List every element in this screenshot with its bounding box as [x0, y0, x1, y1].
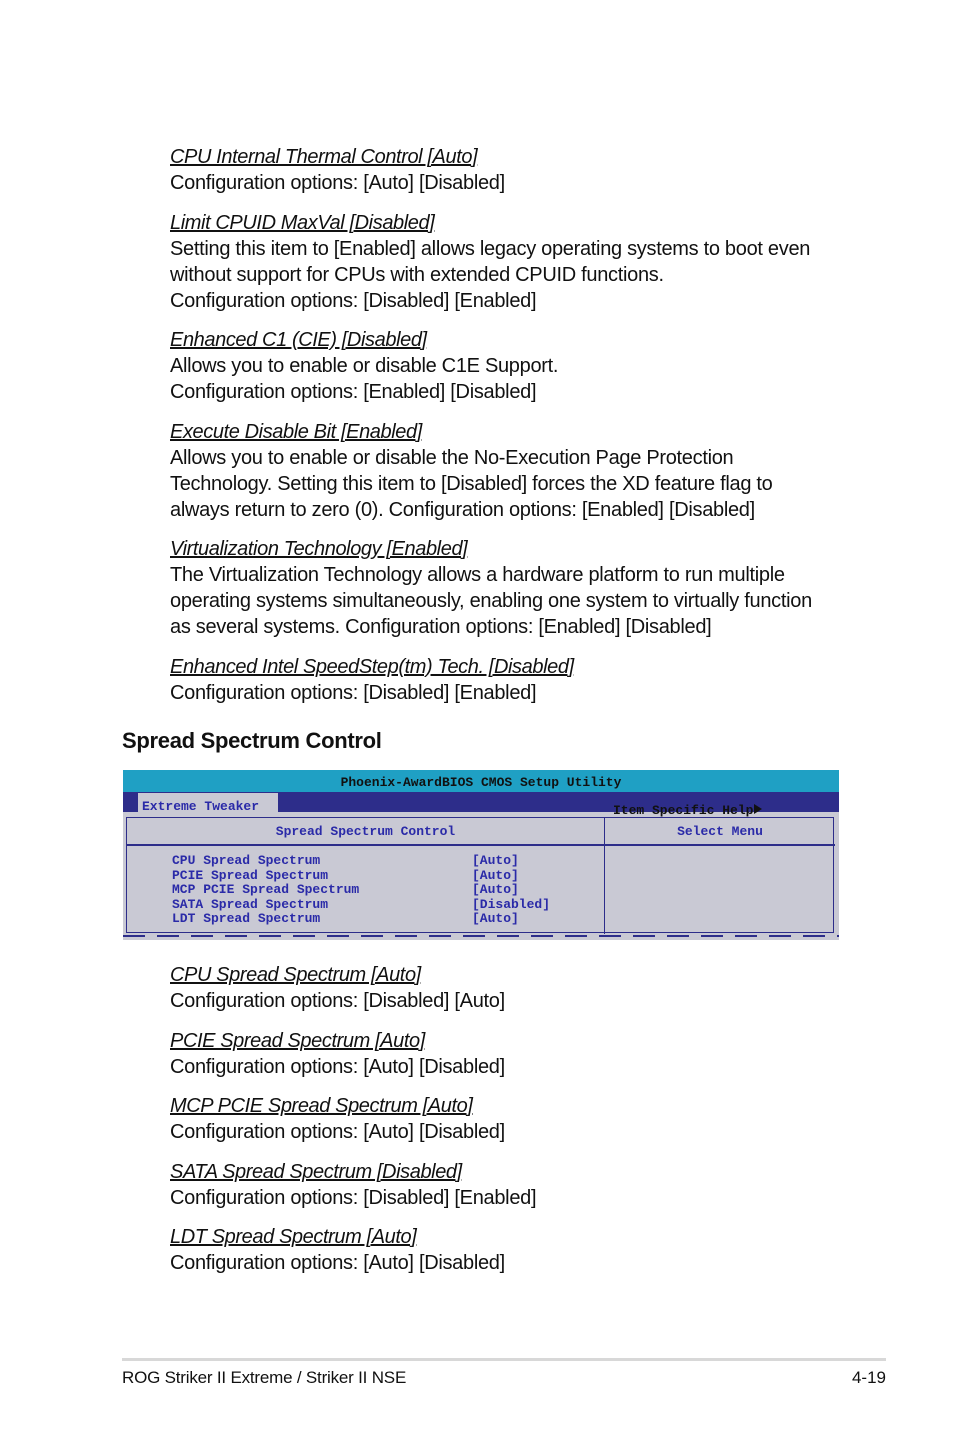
desc-line: Allows you to enable or disable the No-Execution Page Protection: [170, 447, 734, 469]
bios-setting-row[interactable]: [172, 854, 592, 869]
desc-line: The Virtualization Technology allows a hardware platform to run multiple: [170, 564, 785, 586]
bios-help-text: Item Specific Help: [613, 803, 754, 818]
item-virtualization-technology: [170, 536, 850, 640]
item-description: [170, 445, 850, 523]
section-heading: Spread Spectrum Control: [122, 728, 382, 753]
bios-right-header: Select Menu: [677, 824, 763, 839]
bios-setting-label: LDT Spread Spectrum: [172, 911, 321, 926]
item-title: Virtualization Technology [Enabled]: [170, 538, 468, 560]
bios-screen: [123, 770, 839, 940]
bios-setting-value[interactable]: [Auto]: [472, 867, 519, 883]
item-execute-disable-bit: [170, 419, 850, 523]
item-title: MCP PCIE Spread Spectrum [Auto]: [170, 1095, 473, 1117]
desc-line: Allows you to enable or disable C1E Support.: [170, 355, 559, 377]
bios-setting-value[interactable]: [Auto]: [472, 882, 519, 897]
desc-line: without support for CPUs with extended CPUID functions.: [170, 264, 664, 286]
item-description: [170, 680, 850, 706]
desc-line: Configuration options: [Auto] [Disabled]: [170, 172, 505, 194]
item-title: PCIE Spread Spectrum [Auto]: [170, 1030, 425, 1052]
desc-line: Configuration options: [Auto] [Disabled]: [170, 1252, 505, 1274]
footer-rule: [122, 1358, 886, 1361]
bios-item-specific-help: [613, 803, 762, 818]
bios-setting-value[interactable]: [Disabled]: [472, 896, 551, 912]
item-title: Limit CPUID MaxVal [Disabled]: [170, 212, 435, 234]
item-limit-cpuid-maxval: [170, 210, 850, 314]
bios-menu-tab-extreme-tweaker[interactable]: Extreme Tweaker: [138, 793, 278, 812]
bios-setting-row[interactable]: [172, 912, 592, 927]
item-description: [170, 988, 850, 1014]
item-title: LDT Spread Spectrum [Auto]: [170, 1226, 417, 1248]
item-title: CPU Internal Thermal Control [Auto]: [170, 146, 478, 168]
desc-line: Configuration options: [Disabled] [Enabled]: [170, 1187, 537, 1209]
bios-bottom-dashed-border: [123, 935, 839, 937]
footer-page-number: 4-19: [851, 1368, 886, 1387]
desc-line: Setting this item to [Enabled] allows legacy operating systems to boot even: [170, 238, 811, 260]
item-description: [170, 1250, 850, 1276]
desc-line: Configuration options: [Auto] [Disabled]: [170, 1121, 505, 1143]
bios-setting-value[interactable]: [Auto]: [472, 911, 519, 926]
desc-line: Configuration options: [Auto] [Disabled]: [170, 1056, 505, 1078]
item-mcp-pcie-spread-spectrum: [170, 1093, 850, 1145]
desc-line: Configuration options: [Disabled] [Enabled]: [170, 682, 537, 704]
item-sata-spread-spectrum: [170, 1159, 850, 1211]
bios-setting-value[interactable]: [Auto]: [472, 853, 519, 868]
item-ldt-spread-spectrum: [170, 1224, 850, 1276]
item-enhanced-c1: [170, 327, 850, 405]
desc-line: operating systems simultaneously, enabling one system to virtually function: [170, 590, 812, 612]
bios-horizontal-divider: [127, 844, 835, 846]
item-description: [170, 1185, 850, 1211]
bios-setting-label: SATA Spread Spectrum: [172, 896, 329, 912]
bios-panel: [126, 817, 834, 933]
item-description: [170, 1054, 850, 1080]
bios-vertical-divider: [604, 818, 605, 934]
item-description: [170, 1119, 850, 1145]
bios-setting-row[interactable]: [172, 869, 592, 884]
bios-setting-label: MCP PCIE Spread Spectrum: [172, 882, 360, 897]
item-title: Execute Disable Bit [Enabled]: [170, 421, 422, 443]
desc-line: Configuration options: [Disabled] [Enabled]: [170, 290, 537, 312]
bios-title-bar: Phoenix-AwardBIOS CMOS Setup Utility: [123, 770, 839, 792]
item-title: SATA Spread Spectrum [Disabled]: [170, 1161, 462, 1183]
item-description: [170, 353, 850, 405]
bios-settings-list: [172, 854, 592, 927]
desc-line: Configuration options: [Enabled] [Disabled]: [170, 381, 537, 403]
item-title: Enhanced C1 (CIE) [Disabled]: [170, 329, 427, 351]
item-description: [170, 236, 850, 314]
item-description: [170, 562, 850, 640]
item-enhanced-intel-speedstep: [170, 654, 850, 706]
bios-left-header: Spread Spectrum Control: [275, 824, 456, 839]
desc-line: Technology. Setting this item to [Disabled] forces the XD feature flag to: [170, 473, 773, 495]
bios-setting-row[interactable]: [172, 898, 592, 913]
bios-setting-label: CPU Spread Spectrum: [172, 853, 321, 868]
bios-setting-row[interactable]: [172, 883, 592, 898]
item-description: [170, 170, 850, 196]
footer-product-name: ROG Striker II Extreme / Striker II NSE: [122, 1368, 407, 1387]
triangle-right-icon: [754, 804, 762, 814]
item-cpu-spread-spectrum: [170, 962, 850, 1014]
desc-line: always return to zero (0). Configuration options: [Enabled] [Disabled]: [170, 499, 755, 521]
desc-line: as several systems. Configuration options: [Enabled] [Disabled]: [170, 616, 712, 638]
bios-setting-label: PCIE Spread Spectrum: [172, 867, 329, 883]
desc-line: Configuration options: [Disabled] [Auto]: [170, 990, 505, 1012]
item-title: Enhanced Intel SpeedStep(tm) Tech. [Disabled]: [170, 656, 574, 678]
item-cpu-internal-thermal-control: [170, 144, 850, 196]
item-pcie-spread-spectrum: [170, 1028, 850, 1080]
item-title: CPU Spread Spectrum [Auto]: [170, 964, 421, 986]
